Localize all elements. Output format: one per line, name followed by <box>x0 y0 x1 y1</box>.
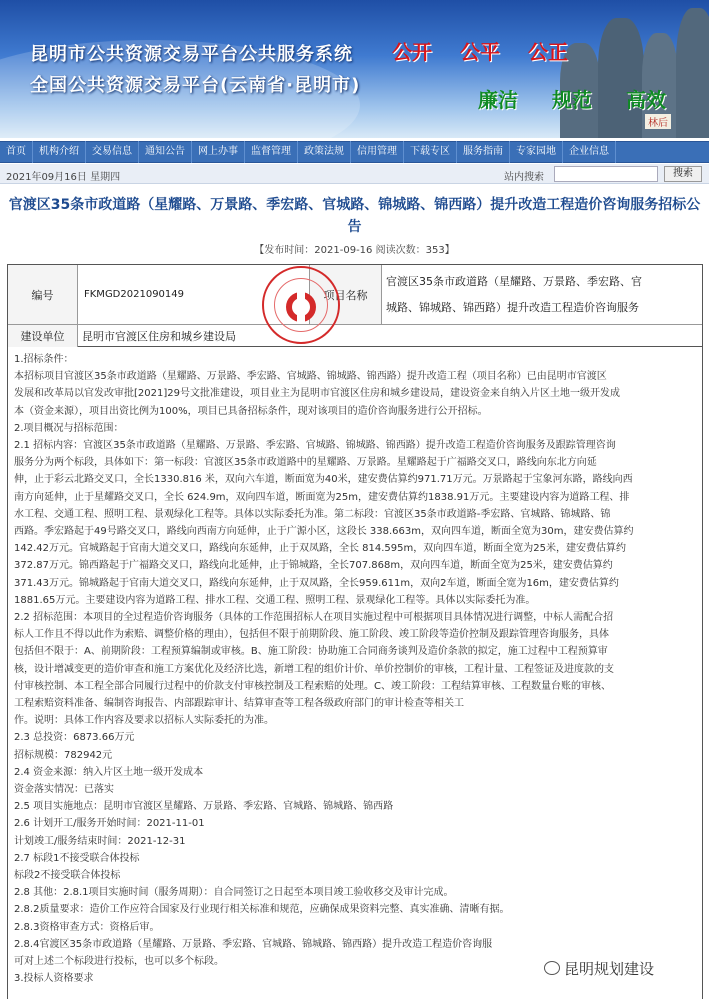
project-name-line-2: 城路、锦城路、锦西路）提升改造工程造价咨询服务 <box>386 301 639 314</box>
seal-emblem-gap <box>297 292 305 322</box>
body-line: 2.7 标段1不接受联合体投标 <box>14 852 140 864</box>
body-line: 2.8.3资格审查方式：资格后审。 <box>14 921 160 933</box>
nav-item-10[interactable]: 专家园地 <box>510 141 563 163</box>
body-line: 包括但不限于：A、前期阶段：工程预算编制或审核。B、施工阶段：协助施工合同商务谈判及造价条款的拟定，施工过程中工程预算审 <box>14 646 608 658</box>
search-label: 站内搜索 <box>504 172 544 183</box>
body-line: 本（资金来源），项目出资比例为100%，项目已具备招标条件，现对该项目的造价咨询服务进行公开招标。 <box>14 405 488 417</box>
body-line: 招标规模：782942元 <box>14 749 113 761</box>
body-line: 水工程、交通工程、照明工程、景观绿化工程等。具体以实际委托为准。第二标段：官渡区35条市政道路-季宏路、官城路、锦城路、锦 <box>14 508 611 520</box>
body-line: 作。说明：具体工作内容及要求以招标人实际委托的为准。 <box>14 715 274 727</box>
nav-item-3[interactable]: 通知公告 <box>139 141 192 163</box>
body-line: 标段2不接受联合体投标 <box>14 870 121 881</box>
project-name-line-1: 官渡区35条市政道路（星耀路、万景路、季宏路、官 <box>386 275 642 288</box>
body-line: 计划竣工/服务结束时间：2021-12-31 <box>14 835 186 847</box>
body-line: 2.5 项目实施地点：昆明市官渡区星耀路、万景路、季宏路、官城路、锦城路、锦西路 <box>14 801 394 813</box>
official-seal-stamp <box>262 266 340 344</box>
slogan-just: 公正 <box>528 40 568 64</box>
code-label: 编号 <box>8 265 78 325</box>
body-line: 2.2 招标范围：本项目的全过程造价咨询服务（具体的工作范围招标人在项目实施过程中可根据项目具体情况进行调整，中标人需配合招 <box>14 612 614 623</box>
wechat-watermark <box>540 957 658 979</box>
nav-item-5[interactable]: 监督管理 <box>245 141 298 163</box>
header-banner <box>0 0 709 138</box>
watermark-text: 昆明规划建设 <box>564 959 655 978</box>
publish-meta: 【发布时间：2021-09-16 阅读次数：353】 <box>254 245 455 256</box>
stone-forest-decor <box>676 8 709 138</box>
body-line: 1881.65万元。主要建设内容为道路工程、排水工程、交通工程、照明工程、景观绿化工程等。具体以实际委托为准。 <box>14 594 536 606</box>
body-line: 2.8 其他：2.8.1项目实施时间（服务周期）：自合同签订之日起至本项目竣工验收移交及审计完成。 <box>14 887 454 899</box>
info-table <box>7 264 703 347</box>
body-line: 2.6 计划开工/服务开始时间：2021-11-01 <box>14 818 205 830</box>
date-bar <box>0 164 709 184</box>
body-line: 本招标项目官渡区35条市政道路（星耀路、万景路、季宏路、官城路、锦城路、锦西路）提升改造工程（项目名称）已由昆明市官渡区 <box>14 371 607 383</box>
body-line: 发展和改革局以官发改审批[2021]29号文批准建设，项目业主为昆明市官渡区住房和城乡建设局，建设资金来自纳入片区土地一级开发成 <box>14 388 620 400</box>
slogan-fair: 公平 <box>460 40 500 64</box>
nav-item-9[interactable]: 服务指南 <box>457 141 510 163</box>
project-name-value <box>382 265 702 325</box>
stone-forest-badge: 林后 <box>645 114 671 129</box>
body-line: 2.1 招标内容：官渡区35条市政道路（星耀路、万景路、季宏路、官城路、锦城路、锦西路）提升改造工程造价咨询服务及跟踪管理咨询 <box>14 440 616 451</box>
wechat-icon <box>544 961 560 975</box>
nav-item-11[interactable]: 企业信息 <box>563 141 616 163</box>
page-title: 官渡区35条市政道路（星耀路、万景路、季宏路、官城路、锦城路、锦西路）提升改造工程造价咨询服务招标公告 <box>8 197 701 235</box>
body-line: 付审核控制、本工程全部合同履行过程中的价款支付审核控制及工程索赔的处理。C、竣工阶段：工程结算审核、工程数量台账的审核、 <box>14 680 611 692</box>
body-line: 服务分为两个标段，具体如下：第一标段：官渡区35条市政道路中的星耀路、万景路。星耀路起于广福路交叉口，路线向东北方向延 <box>14 457 597 469</box>
body-line: 3.投标人资格要求 <box>14 973 94 985</box>
body-line: 伸，止于彩云北路交叉口，全长1330.816 米，双向六车道，断面宽为40米，建安费估算约971.71万元。万景路起于宝象河东路，路线向西 <box>14 474 633 486</box>
search-input[interactable] <box>554 166 658 182</box>
body-line: 2.项目概况与招标范围： <box>14 422 124 434</box>
body-line: 142.42万元。官城路起于官南大道交叉口，路线向东延伸，止于双凤路，全长 814.595m，双向四车道，断面全宽为25米，建安费估算约 <box>14 543 626 555</box>
stone-forest-decor <box>598 18 644 138</box>
site-title-1: 昆明市公共资源交易平台公共服务系统 <box>30 44 353 65</box>
body-line: 工程索赔资料准备、编制咨询报告、内部跟踪审计、结算审查等工程各级政府部门的审计检查等相关工 <box>14 698 464 709</box>
nav-item-6[interactable]: 政策法规 <box>298 141 351 163</box>
body-line: 2.4 资金来源：纳入片区土地一级开发成本 <box>14 766 204 778</box>
search-button[interactable]: 搜索 <box>664 166 702 182</box>
nav-item-2[interactable]: 交易信息 <box>86 141 139 163</box>
slogan-efficient: 高效 <box>626 88 666 112</box>
body-line: 标人工作且不得以此作为索赔、调整价格的理由），包括但不限于前期阶段、施工阶段、竣工阶段等造价控制及跟踪管理咨询服务，具体 <box>14 629 609 641</box>
nav-item-8[interactable]: 下载专区 <box>404 141 457 163</box>
body-line: 372.87万元。锦西路起于广福路交叉口，路线向北延伸，止于锦城路，全长707.868m，双向四车道，断面全宽为25米，建安费估算约 <box>14 560 613 572</box>
unit-value: 昆明市官渡区住房和城乡建设局 <box>82 330 236 343</box>
body-line: 371.43万元。锦城路起于官南大道交叉口，路线向东延伸，止于双凤路，全长959.611m，双向2车道，断面全宽为16m，建安费估算约 <box>14 577 619 589</box>
body-line: 西路。季宏路起于49号路交叉口，路线向西南方向延伸，止于广源小区，这段长 338.663m，双向四车道，断面全宽为30m，建安费估算约 <box>14 526 634 537</box>
nav-item-7[interactable]: 信用管理 <box>351 141 404 163</box>
body-line: 2.8.2质量要求：造价工作应符合国家及行业现行相关标准和规范，应确保成果资料完整、真实准确、清晰有据。 <box>14 904 510 916</box>
body-line: 2.3 总投资：6873.66万元 <box>14 732 135 744</box>
body-line: 1.招标条件： <box>14 354 74 365</box>
body-line: 可对上述二个标段进行投标，也可以多个标段。 <box>14 956 224 967</box>
nav-item-4[interactable]: 网上办事 <box>192 141 245 163</box>
unit-label: 建设单位 <box>8 325 78 347</box>
project-name-label: 项目名称 <box>310 265 382 325</box>
body-line: 核，设计增减变更的造价审查和施工方案优化及经济比选，新增工程的组价计价、单价控制价的审核，工程计量、工程签证及进度款的支 <box>14 663 614 675</box>
body-line: 2.8.4官渡区35条市政道路（星耀路、万景路、季宏路、官城路、锦城路、锦西路）提升改造工程造价咨询服 <box>14 938 493 950</box>
main-nav <box>0 141 709 163</box>
slogan-open: 公开 <box>392 40 432 64</box>
body-line: 资金落实情况：已落实 <box>14 784 114 795</box>
nav-item-0[interactable]: 首页 <box>0 141 33 163</box>
nav-item-1[interactable]: 机构介绍 <box>33 141 86 163</box>
slogan-clean: 廉洁 <box>478 88 518 112</box>
announcement-body <box>7 347 703 999</box>
slogan-standard: 规范 <box>552 88 592 112</box>
current-date: 2021年09月16日 星期四 <box>6 172 121 183</box>
code-value: FKMGD2021090149 <box>78 265 310 325</box>
site-title-2: 全国公共资源交易平台(云南省·昆明市) <box>30 75 361 96</box>
body-line: 南方向延伸，止于星耀路交叉口，全长 624.9m，双向四车道，断面宽为25m，建安费估算约1838.91万元。主要建设内容为道路工程、排 <box>14 491 630 503</box>
